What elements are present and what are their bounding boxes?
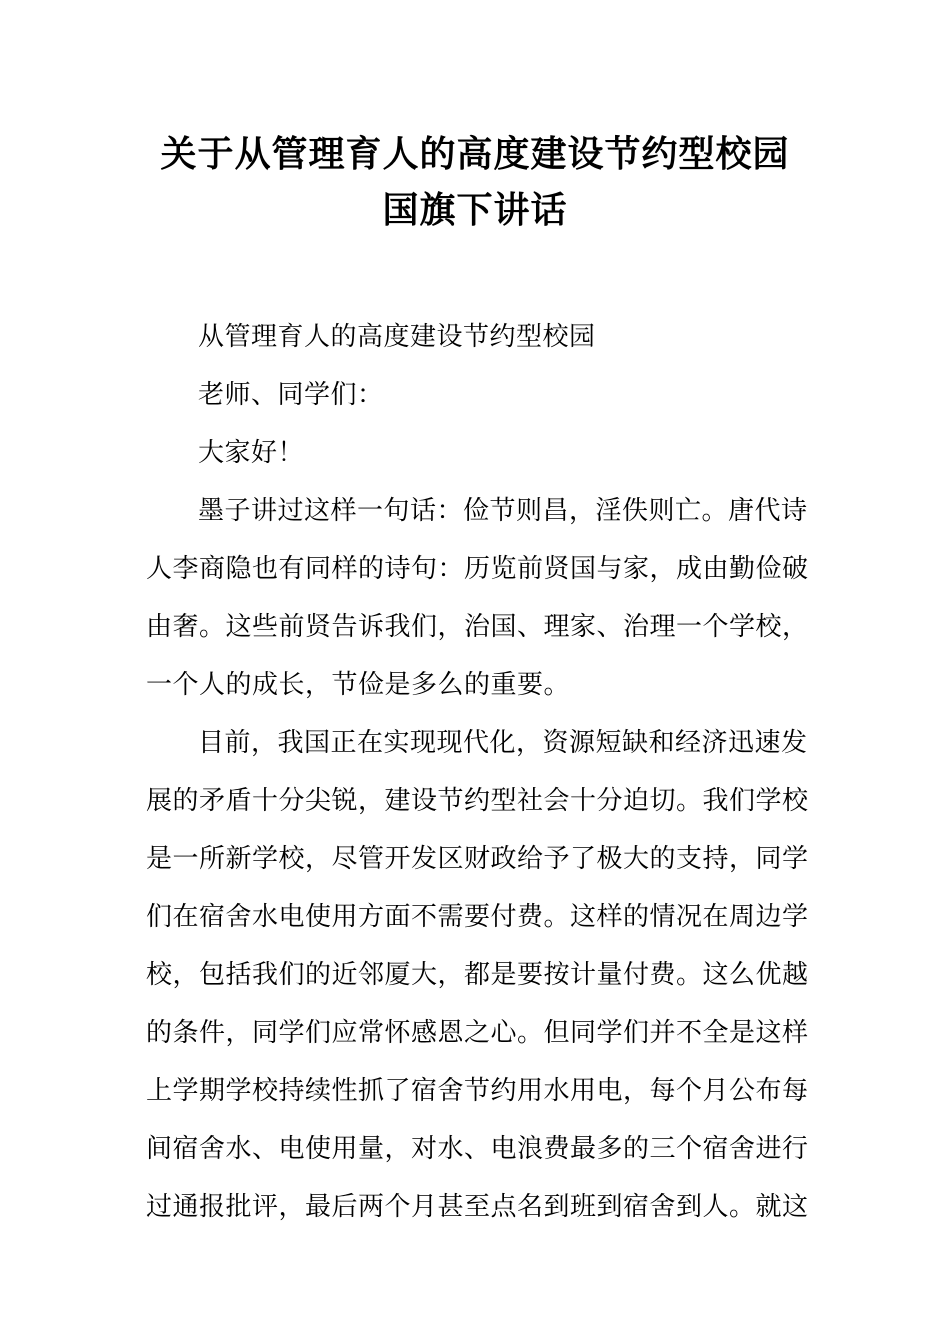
paragraph-line: 的条件，同学们应常怀感恩之心。但同学们并不全是这样: [146, 1018, 809, 1048]
paragraph-heading: [146, 308, 806, 366]
paragraph-line: 目前，我国正在实现现代化，资源短缺和经济迅速发: [198, 728, 808, 758]
paragraph-current-situation: [146, 714, 809, 1236]
paragraph-line: 间宿舍水、电使用量，对水、电浪费最多的三个宿舍进行: [146, 1134, 809, 1164]
paragraph-line: 展的矛盾十分尖锐，建设节约型社会十分迫切。我们学校: [146, 786, 809, 816]
paragraph-line: 人李商隐也有同样的诗句：历览前贤国与家，成由勤俭破: [146, 554, 809, 584]
paragraph-line: 校，包括我们的近邻厦大，都是要按计量付费。这么优越: [146, 960, 809, 990]
paragraph-line: 一个人的成长，节俭是多么的重要。: [146, 670, 571, 700]
paragraph-line: 大家好！: [198, 438, 305, 468]
document-title-line-1: 关于从管理育人的高度建设节约型校园: [160, 133, 790, 175]
paragraph-salutation: [146, 366, 806, 424]
paragraph-line: 由奢。这些前贤告诉我们，治国、理家、治理一个学校，: [146, 612, 809, 642]
paragraph-line: 从管理育人的高度建设节约型校园: [198, 322, 596, 352]
paragraph-line: 们在宿舍水电使用方面不需要付费。这样的情况在周边学: [146, 902, 809, 932]
document-title-line-2: 国旗下讲话: [382, 189, 568, 231]
paragraph-line: 上学期学校持续性抓了宿舍节约用水用电，每个月公布每: [146, 1076, 809, 1106]
paragraph-mozi-quote: [146, 482, 809, 714]
paragraph-line: 是一所新学校，尽管开发区财政给予了极大的支持，同学: [146, 844, 809, 874]
paragraph-line: 过通报批评，最后两个月甚至点名到班到宿舍到人。就这: [146, 1192, 809, 1222]
paragraph-line: 老师、同学们：: [198, 380, 384, 410]
paragraph-greeting: [146, 424, 806, 482]
document-body: [146, 308, 809, 1236]
paragraph-line: 墨子讲过这样一句话：俭节则昌，淫佚则亡。唐代诗: [198, 496, 808, 526]
